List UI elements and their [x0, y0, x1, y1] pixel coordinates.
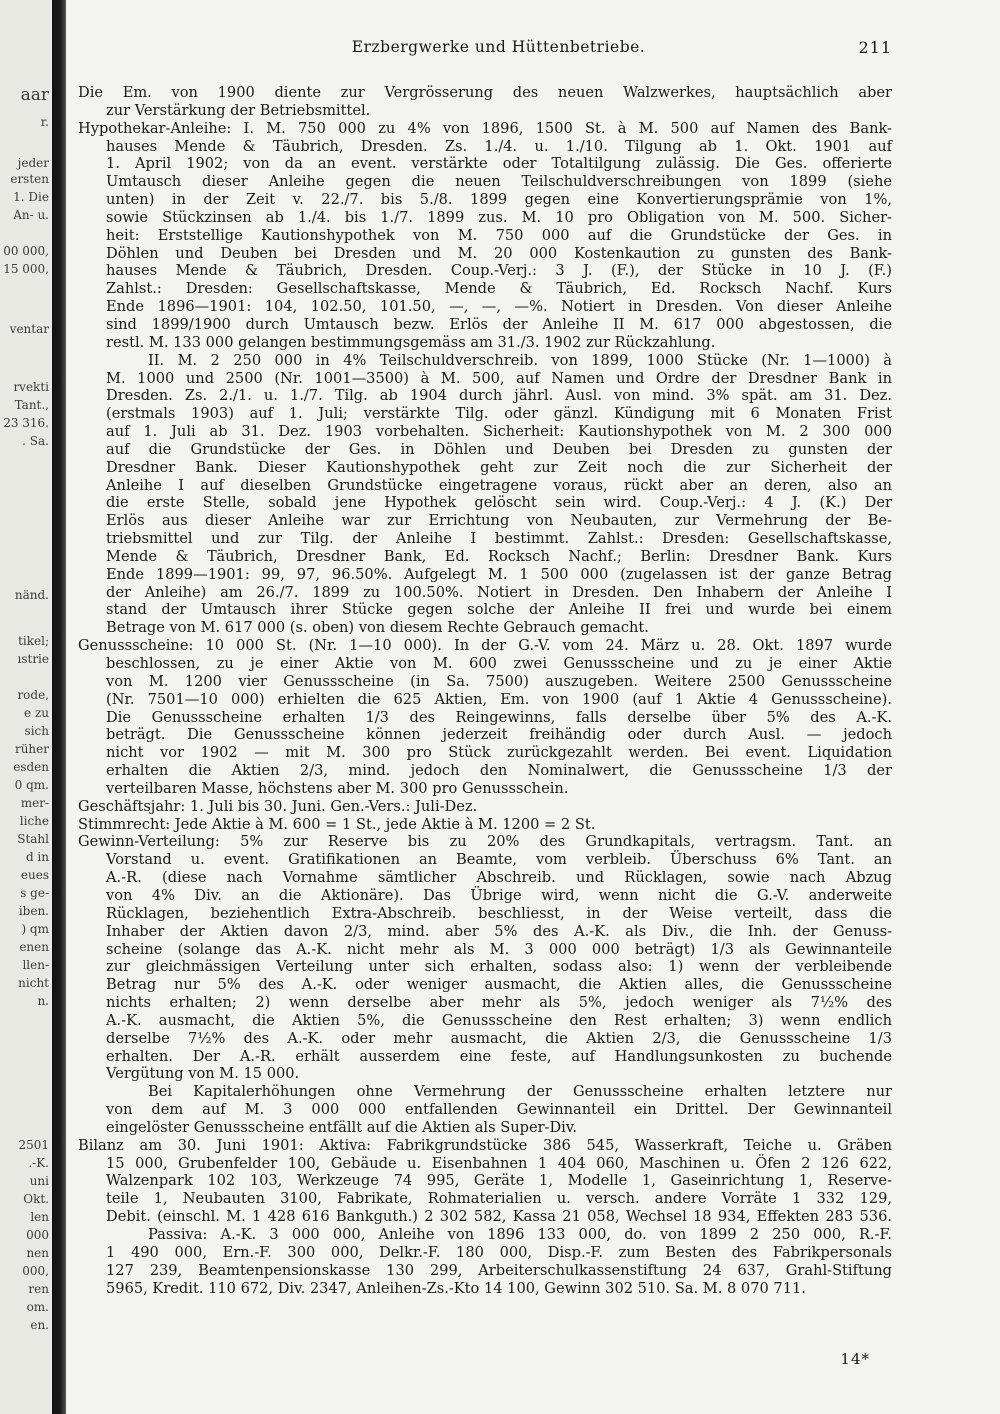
- text-line: Dresden. Zs. 2./1. u. 1./7. Tilg. ab 1904 durch jährl. Ausl. von mind. 3% spät. am 31. Dez.: [106, 387, 892, 405]
- text-line: zur Verstärkung der Betriebsmittel.: [106, 101, 371, 119]
- text-line: triebsmittel und zur Tilg. der Anleihe I bestimmt. Zahlst.: Dresden: Gesellschaftskasse,: [106, 530, 892, 548]
- text-line: Gewinn-Verteilung: 5% zur Reserve bis zu 20% des Grundkapitals, vertragsm. Tant. an: [78, 833, 892, 851]
- text-line: Bei Kapitalerhöhungen ohne Vermehrung der Genussscheine erhalten letztere nur: [148, 1083, 892, 1101]
- text-line: von M. 1200 vier Genussscheine (in Sa. 7500) auszugeben. Weitere 2500 Genussscheine: [106, 672, 892, 690]
- text-line: die erste Stelle, sobald jene Hypothek gelöscht sein wird. Coup.-Verj.: 4 J. (K.) Der: [106, 494, 892, 512]
- margin-fragment: 000,: [22, 1264, 49, 1278]
- margin-fragment: 00 000,: [3, 244, 49, 258]
- text-line: Debit. (einschl. M. 1 428 616 Bankguth.) 2 302 582, Kassa 21 058, Wechsel 18 934, Effekten 283 536.: [106, 1208, 892, 1226]
- text-line: der Anleihe) am 26./7. 1899 zu 100.50%. Notiert in Dresden. Den Inhabern der Anleihe I: [106, 583, 892, 601]
- margin-fragment: r.: [40, 115, 49, 129]
- page-header: [105, 38, 892, 60]
- text-line: 1 490 000, Ern.-F. 300 000, Delkr.-F. 180 000, Disp.-F. zum Besten des Fabrikpersonals: [106, 1243, 892, 1261]
- margin-fragment: 000: [26, 1228, 49, 1242]
- text-line: restl. M. 133 000 gelangen bestimmungsgemäss am 31./3. 1902 zur Rückzahlung.: [106, 333, 716, 351]
- text-line: Betrage von M. 617 000 (s. oben) von diesem Rechte Gebrauch gemacht.: [106, 619, 649, 637]
- text-line: Die Genussscheine erhalten 1/3 des Reingewinns, falls derselbe über 5% des A.-K.: [106, 708, 892, 726]
- margin-fragment: esden: [13, 760, 49, 774]
- text-line: Stimmrecht: Jede Aktie à M. 600 = 1 St., jede Aktie à M. 1200 = 2 St.: [78, 815, 596, 833]
- text-line: (erstmals 1903) auf 1. Juli; verstärkte Tilg. oder gänzl. Kündigung mit 6 Monaten Frist: [106, 405, 892, 423]
- margin-fragment: enen: [19, 940, 49, 954]
- text-line: Inhaber der Aktien davon 2/3, mind. aber 5% des A.-K. als Div., die Inh. der Genuss-: [106, 922, 892, 940]
- margin-fragment: en.: [30, 1318, 49, 1332]
- margin-fragment: iben.: [18, 904, 49, 918]
- text-line: beschlossen, zu je einer Aktie von M. 600 zwei Genussscheine und zu je einer Aktie: [106, 655, 892, 672]
- margin-fragment: aar: [20, 85, 49, 105]
- text-line: Ende 1896—1901: 104, 102.50, 101.50, —, —, —%. Notiert in Dresden. Von dieser Anleihe: [106, 298, 892, 316]
- text-line: Geschäftsjahr: 1. Juli bis 30. Juni. Gen.-Vers.: Juli-Dez.: [78, 797, 478, 815]
- margin-fragment: 23 316.: [3, 416, 49, 430]
- margin-fragment: An- u.: [13, 208, 49, 222]
- margin-fragment: ıstrie: [17, 652, 49, 666]
- margin-fragment: 15 000,: [3, 262, 49, 276]
- text-line: 1. April 1902; von da an event. verstärkte oder Totaltilgung zulässig. Die Ges. offerierte: [106, 155, 892, 173]
- margin-fragment: 2501: [18, 1138, 49, 1152]
- margin-fragment: d in: [25, 850, 49, 864]
- margin-fragment: nänd.: [14, 588, 49, 602]
- text-line: unten) in der Zeit v. 22./7. bis 5./8. 1899 gegen eine Konvertierungsprämie von 1%,: [106, 191, 892, 209]
- text-line: II. M. 2 250 000 in 4% Teilschuldverschreib. von 1899, 1000 Stücke (Nr. 1—1000) à: [148, 351, 892, 369]
- text-line: Vergütung von M. 15 000.: [106, 1065, 300, 1083]
- margin-fragment: jeder: [17, 156, 49, 170]
- margin-fragment: Stahl: [17, 832, 49, 846]
- margin-fragment: om.: [26, 1300, 49, 1314]
- text-line: 127 239, Beamtenpensionskasse 130 299, Arbeiterschulkassenstiftung 24 637, Grahl-Stiftung: [106, 1261, 892, 1279]
- margin-fragment: sich: [24, 724, 49, 738]
- page-number: 211: [858, 38, 892, 57]
- text-line: Ende 1899—1901: 99, 97, 96.50%. Aufgelegt M. 1 500 000 (zugelassen ist der ganze Betrag: [106, 565, 892, 583]
- text-line: zur gleichmässigen Verteilung unter sich erhalten, sodass also: 1) wenn der verbleibende: [106, 958, 892, 976]
- margin-fragment: 0 qm.: [14, 778, 49, 792]
- margin-fragment: s ge-: [20, 886, 49, 900]
- margin-fragment: Okt.: [23, 1192, 49, 1206]
- margin-fragment: rvekti: [13, 380, 49, 394]
- text-line: Mende & Täubrich, Dresdner Bank, Ed. Rocksch Nachf.; Berlin: Dresdner Bank. Kurs: [106, 547, 892, 565]
- text-line: Döhlen und Deuben bei Dresden und M. 20 000 Kostenkaution zu gunsten des Bank-: [106, 244, 892, 262]
- margin-fragment: liche: [19, 814, 49, 828]
- margin-fragment: nicht: [18, 976, 49, 990]
- margin-fragment: eues: [20, 868, 49, 882]
- text-line: Betrag nur 5% des A.-K. oder weniger ausmacht, die Aktien alles, die Genussscheine: [106, 976, 892, 994]
- text-line: sowie Stückzinsen ab 1./4. bis 1./7. 1899 zus. M. 10 pro Obligation von M. 500. Sicher-: [106, 208, 892, 226]
- text-line: Passiva: A.-K. 3 000 000, Anleihe von 1896 133 000, do. von 1899 2 250 000, R.-F.: [148, 1226, 892, 1243]
- text-line: Anleihe I auf dieselben Grundstücke eingetragene voraus, rückt aber an deren, also an: [106, 476, 892, 494]
- text-line: erhalten die Aktien 2/3, mind. jedoch den Nominalwert, die Genussscheine 1/3 der: [106, 762, 892, 780]
- text-line: A.-K. ausmacht, die Aktien 5%, die Genussscheine den Rest erhalten; 3) wenn endlich: [106, 1011, 892, 1029]
- margin-fragment: n.: [37, 994, 49, 1008]
- text-line: auf 1. Juli ab 31. Dez. 1903 vorbehalten. Sicherheit: Kautionshypothek von M. 2 300 000: [106, 423, 892, 441]
- text-line: Umtausch dieser Anleihe gegen die neuen Teilschuldverschreibungen von 1899 (siehe: [106, 173, 892, 191]
- adjacent-page-edge: [0, 0, 52, 1414]
- text-line: 5965, Kredit. 110 672, Div. 2347, Anleihen-Zs.-Kto 14 100, Gewinn 302 510. Sa. M. 8 070 711.: [106, 1279, 806, 1297]
- text-line: Vorstand u. event. Gratifikationen an Beamte, vom verbleib. Überschuss 6% Tant. an: [106, 851, 892, 869]
- body-text: [78, 84, 892, 1297]
- text-line: verteilbaren Masse, höchstens aber M. 300 pro Genussschein.: [106, 779, 569, 797]
- text-line: Genussscheine: 10 000 St. (Nr. 1—10 000). In der G.-V. vom 24. März u. 28. Okt. 1897 wurde: [78, 637, 892, 655]
- text-line: stand der Umtausch ihrer Stücke gegen solche der Anleihe II frei und wurde bei einem: [106, 601, 892, 619]
- text-line: heit: Erststellige Kautionshypothek von M. 750 000 auf die Grundstücke der Ges. in: [106, 226, 892, 244]
- margin-fragment: e zu: [24, 706, 49, 720]
- margin-fragment: llen-: [22, 958, 49, 972]
- text-line: derselbe 7½% des A.-K. oder mehr ausmacht, die Aktien 2/3, die Genussscheine 1/3: [106, 1029, 892, 1047]
- text-line: nichts erhalten; 2) wenn derselbe aber mehr als 5%, jedoch weniger als 7½% des: [106, 994, 892, 1012]
- text-line: teile 1, Neubauten 3100, Fabrikate, Rohmaterialien u. versch. andere Vorräte 1 332 129,: [106, 1190, 892, 1208]
- margin-fragment: ren: [28, 1282, 49, 1296]
- running-title: Erzbergwerke und Hüttenbetriebe.: [351, 38, 646, 56]
- text-line: Die Em. von 1900 diente zur Vergrösserung des neuen Walzwerkes, hauptsächlich aber: [78, 84, 892, 101]
- margin-fragment: ) qm: [21, 922, 49, 936]
- text-line: nicht vor 1902 — mit M. 300 pro Stück zurückgezahlt werden. Bei event. Liquidation: [106, 744, 892, 762]
- text-line: scheine (solange das A.-K. nicht mehr als M. 3 000 000 beträgt) 1/3 als Gewinnanteile: [106, 940, 892, 958]
- text-line: Zahlst.: Dresden: Gesellschaftskasse, Mende & Täubrich, Ed. Rocksch Nachf. Kurs: [106, 280, 892, 298]
- page-gutter: [52, 0, 66, 1414]
- text-line: M. 1000 und 2500 (Nr. 1001—3500) à M. 500, auf Namen und Ordre der Dresdner Bank in: [106, 369, 892, 387]
- margin-fragment: nen: [26, 1246, 49, 1260]
- text-line: von dem auf M. 3 000 000 entfallenden Gewinnanteil ein Drittel. Der Gewinnanteil: [106, 1101, 892, 1119]
- text-line: hauses Mende & Täubrich, Dresden. Coup.-Verj.: 3 J. (F.), der Stücke in 10 J. (F.): [106, 262, 892, 280]
- signature-mark: 14*: [840, 1350, 870, 1368]
- text-line: Dresdner Bank. Dieser Kautionshypothek geht zur Zeit noch die zur Sicherheit der: [106, 458, 892, 476]
- margin-fragment: ersten: [10, 172, 49, 186]
- margin-fragment: 1. Die: [13, 190, 49, 204]
- margin-fragment: len: [30, 1210, 49, 1224]
- text-line: hauses Mende & Täubrich, Dresden. Zs. 1./4. u. 1./10. Tilgung ab 1. Okt. 1901 auf: [106, 137, 892, 155]
- text-line: beträgt. Die Genussscheine können jederzeit freihändig oder durch Ausl. — jedoch: [106, 726, 892, 744]
- margin-fragment: .-K.: [28, 1156, 49, 1170]
- margin-fragment: tikel;: [18, 634, 49, 648]
- margin-fragment: . Sa.: [22, 434, 49, 448]
- text-line: Hypothekar-Anleihe: I. M. 750 000 zu 4% von 1896, 1500 St. à M. 500 auf Namen des Bank-: [78, 119, 892, 137]
- margin-fragment: rode,: [17, 688, 49, 702]
- text-line: eingelöster Genussscheine entfällt auf die Aktien als Super-Div.: [106, 1118, 578, 1136]
- text-line: erhalten. Der A.-R. erhält ausserdem eine feste, auf Handlungsunkosten zu buchende: [106, 1047, 892, 1065]
- margin-fragment: rüher: [14, 742, 49, 756]
- text-line: Erlös aus dieser Anleihe war zur Errichtung von Neubauten, zur Vermehrung der Be-: [106, 512, 892, 530]
- text-line: Walzenpark 102 103, Werkzeuge 74 995, Geräte 1, Modelle 1, Gaseinrichtung 1, Reserve-: [106, 1172, 892, 1190]
- text-line: (Nr. 7501—10 000) erhielten die 625 Aktien, Em. von 1900 (auf 1 Aktie 4 Genussscheine).: [106, 690, 892, 708]
- text-line: sind 1899/1900 durch Umtausch bezw. Erlös der Anleihe II M. 617 000 abgestossen, die: [106, 315, 892, 333]
- margin-fragment: ventar: [9, 322, 49, 336]
- text-line: von 4% Div. an die Aktionäre). Das Übrige wird, wenn nicht die G.-V. anderweite: [106, 886, 892, 904]
- margin-fragment: mer-: [20, 796, 49, 810]
- text-line: A.-R. (diese nach Vornahme sämtlicher Abschreib. und Rücklagen, sowie nach Abzug: [106, 869, 892, 887]
- text-line: Rücklagen, beziehentlich Extra-Abschreib. beschliesst, in der Weise verteilt, dass die: [106, 904, 892, 922]
- text-line: 15 000, Grubenfelder 100, Gebäude u. Eisenbahnen 1 404 060, Maschinen u. Öfen 2 126 622,: [106, 1154, 892, 1172]
- margin-fragment: uni: [29, 1174, 49, 1188]
- text-line: auf die Grundstücke der Ges. in Döhlen und Deuben bei Dresden zu gunsten der: [106, 440, 892, 458]
- text-line: Bilanz am 30. Juni 1901: Aktiva: Fabrikgrundstücke 386 545, Wasserkraft, Teiche u. Gräben: [78, 1136, 892, 1154]
- margin-fragment: Tant.,: [14, 398, 49, 412]
